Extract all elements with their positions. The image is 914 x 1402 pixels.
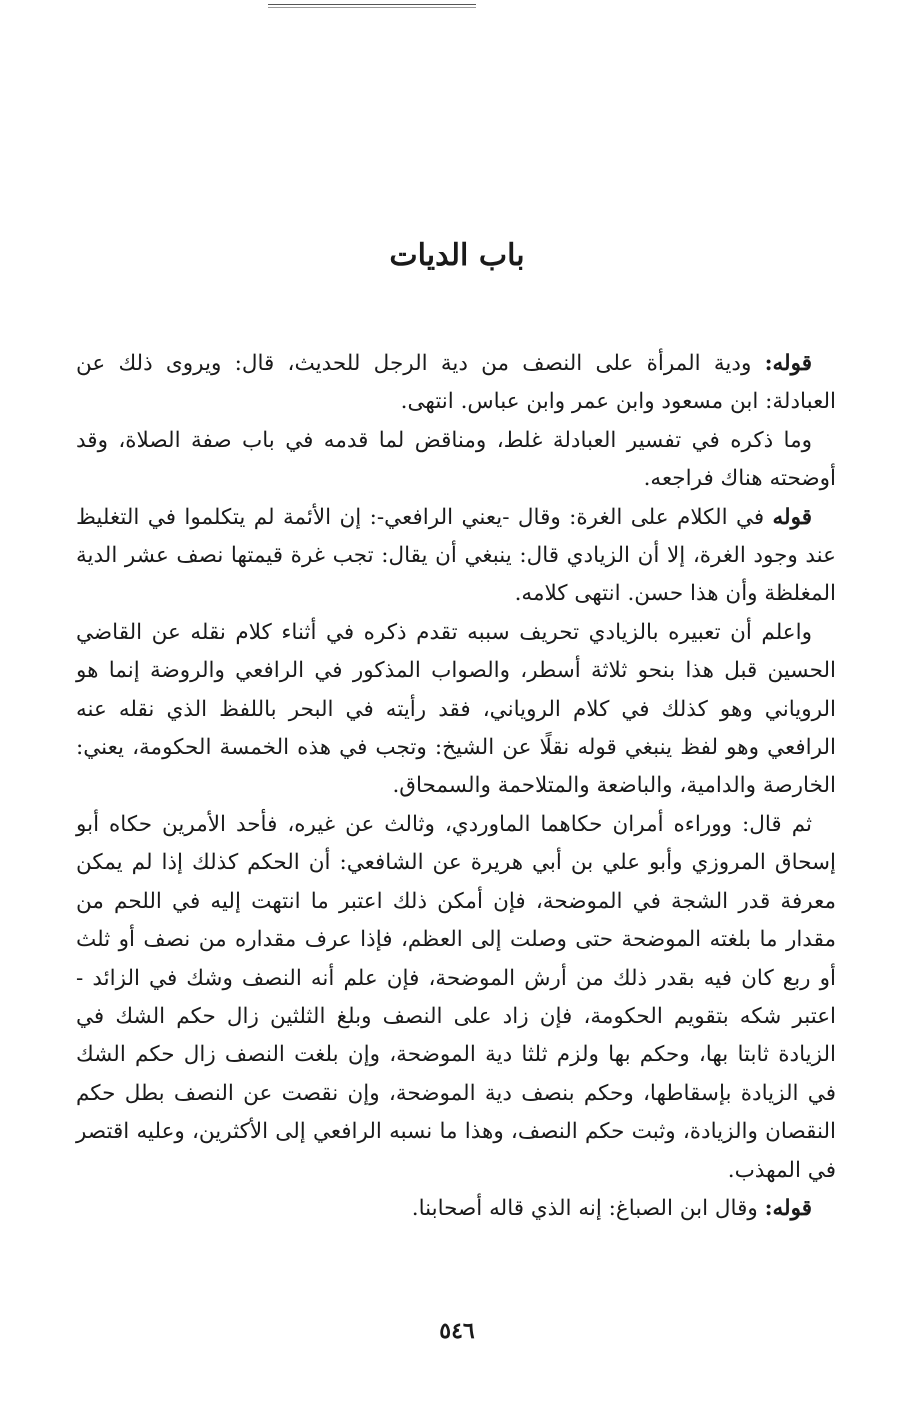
- paragraph-text: ثم قال: ووراءه أمران حكاهما الماوردي، وثالث عن غيره، فأحد الأمرين حكاه أبو إسحاق المروزي وأبو علي بن أبي هريرة عن الشافعي: أن الحكم كذلك إذا لم يمكن معرفة قدر الشجة في الموضحة، فإن أمكن ذلك اعتبر ما انتهت إليه في اللحم من مقدار ما بلغته الموضحة حتى وصلت إلى العظم، فإذا عرف مقداره من نصف أو ثلث أو ربع كان فيه بقدر ذلك من أرش الموضحة، فإن علم أنه النصف وشك في الزائد - اعتبر شكه بتقويم الحكومة، فإن زاد على النصف وبلغ الثلثين زال حكم الشك في الزيادة ثابتا بها، وحكم بها ولزم ثلثا دية الموضحة، وإن بلغت النصف زال حكم الشك في الزيادة بإسقاطها، وحكم بنصف دية الموضحة، وإن نقصت عن النصف بطل حكم النقصان والزيادة، وثبت حكم النصف، وهذا ما نسبه الرافعي إلى الأكثرين، وعليه اقتصر في المهذب.: [76, 811, 836, 1183]
- paragraph-6: [76, 1190, 836, 1228]
- paragraph-lead: قوله: [772, 504, 812, 530]
- paragraph-5: [76, 806, 836, 1190]
- paragraph-text: في الكلام على الغرة: وقال -يعني الرافعي-: إن الأئمة لم يتكلموا في التغليظ عند وجود الغرة، إلا أن الزيادي قال: ينبغي أن يقال: تجب غرة قيمتها نصف عشر الدية المغلظة وأن هذا حسن. انتهى كلامه.: [76, 504, 836, 607]
- paragraph-text: وما ذكره في تفسير العبادلة غلط، ومناقض لما قدمه في باب صفة الصلاة، وقد أوضحته هناك فراجعه.: [76, 427, 836, 492]
- paragraph-4: [76, 614, 836, 806]
- top-rule: [268, 4, 476, 5]
- paragraph-1: [76, 345, 836, 422]
- chapter-title: باب الديات: [389, 238, 525, 273]
- paragraph-lead: قوله:: [764, 1195, 812, 1221]
- top-rule-secondary: [268, 7, 476, 8]
- paragraph-2: [76, 422, 836, 499]
- page-number: ٥٤٦: [439, 1318, 475, 1344]
- paragraph-3: [76, 499, 836, 614]
- paragraph-lead: قوله:: [764, 351, 812, 376]
- paragraph-text: واعلم أن تعبيره بالزيادي تحريف سببه تقدم ذكره في أثناء كلام نقله عن القاضي الحسين قبل هذا بنحو ثلاثة أسطر، والصواب المذكور في الرافعي والروضة إنما هو الروياني وهو كذلك في كلام الروياني، فقد رأيته في البحر باللفظ الذي نقله عنه الرافعي وهو لفظ ينبغي قوله نقلًا عن الشيخ: وتجب في هذه الخمسة الحكومة، يعني: الخارصة والدامية، والباضعة والمتلاحمة والسمحاق.: [76, 619, 836, 799]
- paragraph-text: ودية المرأة على النصف من دية الرجل للحديث، قال: ويروى ذلك عن العبادلة: ابن مسعود وابن عمر وابن عباس. انتهى.: [76, 351, 836, 415]
- body-text: [76, 345, 836, 1228]
- paragraph-text: وقال ابن الصباغ: إنه الذي قاله أصحابنا.: [411, 1195, 765, 1221]
